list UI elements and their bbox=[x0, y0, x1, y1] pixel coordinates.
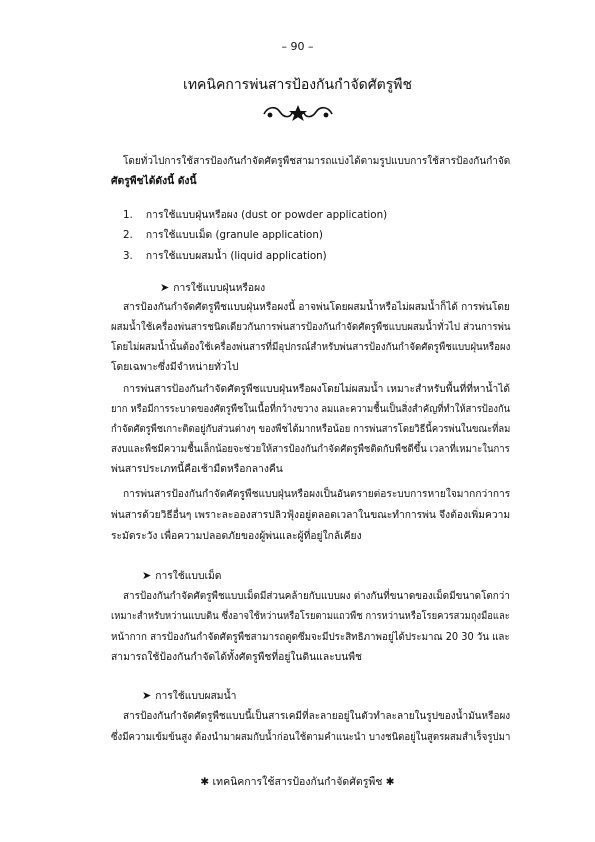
section-heading: ➤ การใช้แบบผสมน้ำ bbox=[142, 689, 237, 702]
floral-ornament-icon bbox=[0, 104, 595, 122]
arrowhead-bullet-icon: ➤ bbox=[142, 689, 152, 702]
page-footer: ✱ เทคนิคการใช้สารป้องกันกำจัดศัตรูพืช ✱ bbox=[200, 776, 395, 788]
paragraph-line: การพ่นสารป้องกันกำจัดศัตรูพืชแบบฝุ่นหรือผงโดยไม่ผสมน้ำ เหมาะสำหรับพื้นที่ที่หาน้ำได้ bbox=[123, 383, 511, 395]
arrowhead-bullet-icon: ➤ bbox=[142, 569, 152, 582]
list-item bbox=[123, 247, 327, 264]
section-heading: ➤ การใช้แบบฝุ่นหรือผง bbox=[160, 281, 266, 294]
intro-line-2: ศัตรูพืชได้ดังนี้ ดังนี้ bbox=[111, 175, 197, 187]
paragraph-line: ผสมน้ำใช้เครื่องพ่นสารชนิดเดียวกันการพ่นสารป้องกันกำจัดศัตรูพืชแบบผสมน้ำทั่วไป ส่วนการพ่น bbox=[111, 321, 511, 333]
paragraph-line: สารป้องกันกำจัดศัตรูพืชแบบนี้เป็นสารเคมีที่ละลายอยู่ในตัวทำละลายในรูปของน้ำมันหรือผง bbox=[123, 710, 511, 722]
page-title: เทคนิคการพ่นสารป้องกันกำจัดศัตรูพืช bbox=[183, 77, 412, 93]
list-text: การใช้แบบฝุ่นหรือผง (dust or powder application) bbox=[145, 209, 388, 221]
arrowhead-bullet-icon: ➤ bbox=[160, 281, 170, 294]
page-number: – 90 – bbox=[281, 40, 314, 53]
list-item bbox=[123, 226, 323, 243]
list-text: การใช้แบบผสมน้ำ (liquid application) bbox=[145, 250, 327, 262]
paragraph-line: สารป้องกันกำจัดศัตรูพืชแบบฝุ่นหรือผงนี้ อาจพ่นโดยผสมน้ำหรือไม่ผสมน้ำก็ได้ การพ่นโดย bbox=[123, 301, 510, 313]
paragraph-line: โดยไม่ผสมน้ำนั้นต้องใช้เครื่องพ่นสารที่มีอุปกรณ์สำหรับพ่นสารป้องกันกำจัดศัตรูพืชแบบฝุ่นหรือผง bbox=[111, 341, 511, 353]
section-heading: ➤ การใช้แบบเม็ด bbox=[142, 569, 222, 582]
paragraph-line: สารป้องกันกำจัดศัตรูพืชแบบเม็ดมีส่วนคล้ายกับแบบผง ต่างกันที่ขนาดของเม็ดมีขนาดโตกว่า bbox=[123, 590, 510, 602]
paragraph-line: พ่นสารด้วยวิธีอื่นๆ เพราะละอองสารปลิวฟุ้งอยู่ตลอดเวลาในขณะทำการพ่น จึงต้องเพิ่มความ bbox=[111, 509, 511, 521]
list-text: การใช้แบบเม็ด (granule application) bbox=[145, 229, 323, 241]
list-item bbox=[123, 206, 387, 223]
list-number: 3. bbox=[123, 250, 133, 262]
paragraph-line: สามารถใช้ป้องกันกำจัดได้ทั้งศัตรูพืชที่อยู่ในดินและบนพืช bbox=[111, 651, 363, 663]
paragraph-line: เหมาะสำหรับหว่านแบบดิน ซึ่งอาจใช้หว่านหรือโรยตามแถวพืช การหว่านหรือโรยควรสวมถุงมือและ bbox=[111, 610, 510, 622]
paragraph-line: ซึ่งมีความเข้มข้นสูง ต้องนำมาผสมกับน้ำก่อนใช้ตามคำแนะนำ บางชนิดอยู่ในสูตรผสมสำเร็จรูปมา bbox=[111, 731, 511, 743]
paragraph-line: โดยเฉพาะซึ่งมีจำหน่ายทั่วไป bbox=[111, 361, 239, 373]
paragraph-line: ระมัดระวัง เพื่อความปลอดภัยของผู้พ่นและผู้ที่อยู่ใกล้เคียง bbox=[111, 530, 362, 542]
paragraph-line: สงบและพืชมีความชื้นเล็กน้อยจะช่วยให้สารป้องกันกำจัดศัตรูพืชติดกับพืชดีขึ้น เวลาที่เหมาะในการ bbox=[111, 443, 510, 455]
intro-line-1: โดยทั่วไปการใช้สารป้องกันกำจัดศัตรูพืชสามารถแบ่งได้ตามรูปแบบการใช้สารป้องกันกำจัด bbox=[123, 155, 511, 167]
paragraph-line: ยาก หรือมีการระบาดของศัตรูพืชในเนื้อที่กว้างขวาง ลมและความชื้นเป็นสิ่งสำคัญที่ทำให้สารป้องกัน bbox=[111, 403, 511, 415]
paragraph-line: กำจัดศัตรูพืชเกาะติดอยู่กับส่วนต่างๆ ของพืชได้มากหรือน้อย การพ่นสารโดยวิธีนี้ควรพ่นในขณะที่ลม bbox=[111, 423, 511, 435]
list-number: 1. bbox=[123, 209, 133, 221]
list-number: 2. bbox=[123, 229, 133, 241]
paragraph-line: การพ่นสารป้องกันกำจัดศัตรูพืชแบบฝุ่นหรือผงเป็นอันตรายต่อระบบการหายใจมากกว่าการ bbox=[123, 488, 511, 500]
paragraph-line: พ่นสารประเภทนี้คือเช้ามืดหรือกลางคืน bbox=[111, 463, 283, 475]
paragraph-line: หน้ากาก สารป้องกันกำจัดศัตรูพืชสามารถดูดซึมจะมีประสิทธิภาพอยู่ได้ประมาณ 20 30 วัน และ bbox=[111, 631, 510, 643]
